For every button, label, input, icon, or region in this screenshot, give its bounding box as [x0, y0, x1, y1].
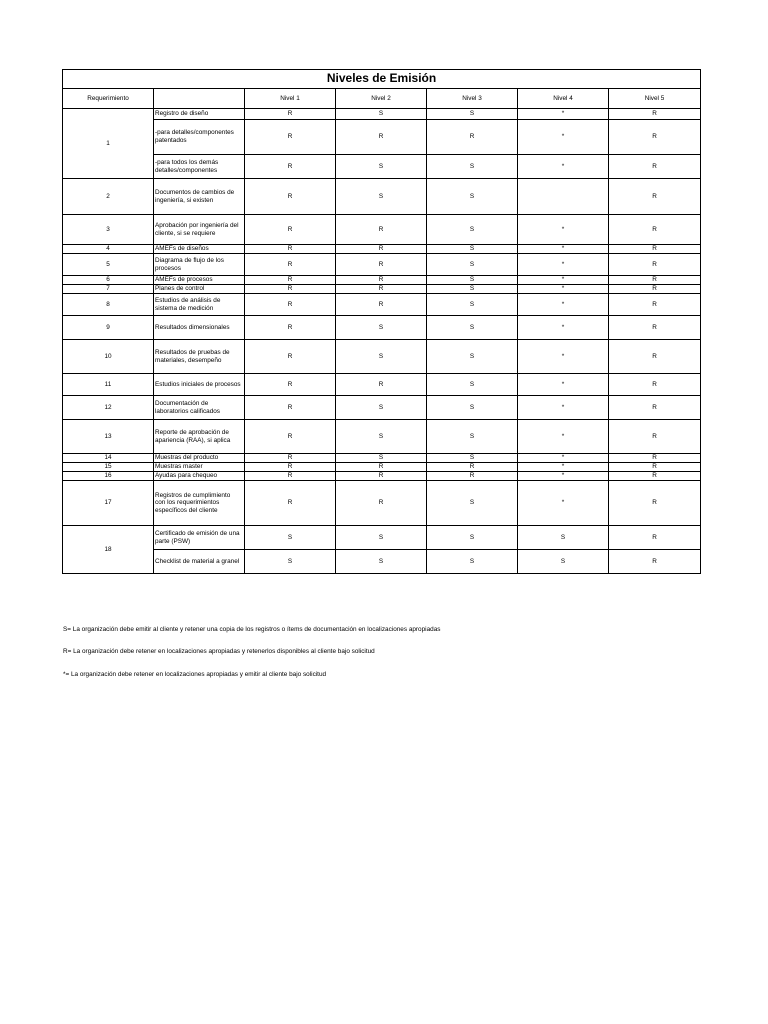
level-3-cell: R [427, 472, 518, 481]
level-1-cell: R [245, 215, 336, 245]
requirement-number: 2 [63, 179, 154, 215]
requirement-number: 6 [63, 276, 154, 285]
table-row [63, 340, 701, 374]
table-row [63, 215, 701, 245]
level-2-cell: R [336, 120, 427, 155]
header-row [63, 89, 701, 109]
level-2-cell: S [336, 420, 427, 454]
document-name: Aprobación por ingeniería del cliente, si se requiere [154, 215, 245, 245]
level-5-cell: R [609, 472, 701, 481]
requirement-number: 16 [63, 472, 154, 481]
level-5-cell: R [609, 526, 701, 550]
level-4-cell: * [518, 396, 609, 420]
level-3-cell: S [427, 109, 518, 120]
header-nivel-1: Nivel 1 [245, 89, 336, 109]
level-4-cell: * [518, 454, 609, 463]
header-nivel-2: Nivel 2 [336, 89, 427, 109]
level-1-cell: R [245, 155, 336, 179]
level-3-cell: S [427, 481, 518, 526]
level-3-cell: R [427, 120, 518, 155]
level-4-cell: * [518, 254, 609, 276]
level-1-cell: S [245, 526, 336, 550]
document-name: Estudios iniciales de procesos [154, 374, 245, 396]
header-nivel-3: Nivel 3 [427, 89, 518, 109]
level-2-cell: R [336, 254, 427, 276]
level-2-cell: S [336, 550, 427, 574]
document-name: Muestras master [154, 463, 245, 472]
document-name: Registro de diseño [154, 109, 245, 120]
requirement-number: 9 [63, 316, 154, 340]
requirement-number: 10 [63, 340, 154, 374]
emission-levels-table [62, 69, 701, 574]
level-2-cell: R [336, 276, 427, 285]
level-3-cell: S [427, 420, 518, 454]
table-row [63, 109, 701, 120]
level-1-cell: R [245, 481, 336, 526]
document-name: Reporte de aprobación de apariencia (RAA), si aplica [154, 420, 245, 454]
level-1-cell: R [245, 245, 336, 254]
requirement-number: 17 [63, 481, 154, 526]
table-row [63, 550, 701, 574]
level-1-cell: R [245, 276, 336, 285]
header-documento [154, 89, 245, 109]
document-name: Registros de cumplimiento con los requerimientos específicos del cliente [154, 481, 245, 526]
level-3-cell: S [427, 526, 518, 550]
level-3-cell: S [427, 179, 518, 215]
level-5-cell: R [609, 340, 701, 374]
level-3-cell: S [427, 550, 518, 574]
table-row [63, 316, 701, 340]
requirement-number: 18 [63, 526, 154, 574]
document-name: Documentos de cambios de ingeniería, si existen [154, 179, 245, 215]
table-row [63, 472, 701, 481]
requirement-number: 3 [63, 215, 154, 245]
table-row [63, 454, 701, 463]
table-row [63, 294, 701, 316]
level-3-cell: S [427, 340, 518, 374]
level-3-cell: S [427, 276, 518, 285]
document-name: AMEFs de diseños [154, 245, 245, 254]
level-1-cell: R [245, 420, 336, 454]
level-1-cell: R [245, 316, 336, 340]
table-row [63, 155, 701, 179]
table-row [63, 254, 701, 276]
level-4-cell: * [518, 245, 609, 254]
level-1-cell: R [245, 463, 336, 472]
document-name: Resultados dimensionales [154, 316, 245, 340]
level-3-cell: S [427, 396, 518, 420]
level-4-cell: * [518, 463, 609, 472]
level-2-cell: R [336, 285, 427, 294]
level-5-cell: R [609, 120, 701, 155]
table-row [63, 276, 701, 285]
level-5-cell: R [609, 215, 701, 245]
level-2-cell: R [336, 215, 427, 245]
requirement-number: 4 [63, 245, 154, 254]
level-2-cell: R [336, 294, 427, 316]
level-4-cell [518, 179, 609, 215]
document-name: Muestras del producto [154, 454, 245, 463]
level-4-cell: * [518, 420, 609, 454]
level-1-cell: R [245, 254, 336, 276]
level-4-cell: * [518, 276, 609, 285]
level-4-cell: * [518, 285, 609, 294]
level-5-cell: R [609, 155, 701, 179]
requirement-number: 8 [63, 294, 154, 316]
level-1-cell: R [245, 472, 336, 481]
table-row [63, 420, 701, 454]
level-4-cell: * [518, 374, 609, 396]
header-requerimiento: Requerimiento [63, 89, 154, 109]
level-4-cell: * [518, 109, 609, 120]
level-1-cell: R [245, 294, 336, 316]
requirement-number: 11 [63, 374, 154, 396]
level-5-cell: R [609, 374, 701, 396]
requirement-number: 12 [63, 396, 154, 420]
requirement-number: 15 [63, 463, 154, 472]
level-5-cell: R [609, 550, 701, 574]
level-4-cell: * [518, 316, 609, 340]
level-2-cell: S [336, 340, 427, 374]
level-5-cell: R [609, 454, 701, 463]
document-name: Diagrama de flujo de los procesos [154, 254, 245, 276]
table-row [63, 120, 701, 155]
level-4-cell: S [518, 550, 609, 574]
level-5-cell: R [609, 179, 701, 215]
level-5-cell: R [609, 285, 701, 294]
title-row [63, 70, 701, 89]
table-row [63, 396, 701, 420]
level-2-cell: R [336, 481, 427, 526]
requirement-number: 13 [63, 420, 154, 454]
level-2-cell: S [336, 396, 427, 420]
table-row [63, 481, 701, 526]
requirement-number: 1 [63, 109, 154, 179]
level-3-cell: S [427, 454, 518, 463]
level-4-cell: * [518, 120, 609, 155]
level-1-cell: R [245, 179, 336, 215]
table-row [63, 526, 701, 550]
level-3-cell: S [427, 254, 518, 276]
level-2-cell: S [336, 155, 427, 179]
level-3-cell: S [427, 374, 518, 396]
legend-note-s: S= La organización debe emitir al cliente y retener una copia de los registros o ítems de documentación en localizaciones apropiadas [63, 626, 441, 633]
level-3-cell: S [427, 285, 518, 294]
level-3-cell: S [427, 245, 518, 254]
level-5-cell: R [609, 481, 701, 526]
document-name: Resultados de pruebas de materiales, desempeño [154, 340, 245, 374]
level-5-cell: R [609, 276, 701, 285]
level-3-cell: S [427, 294, 518, 316]
level-5-cell: R [609, 245, 701, 254]
requirement-number: 5 [63, 254, 154, 276]
document-name: AMEFs de procesos [154, 276, 245, 285]
level-1-cell: R [245, 109, 336, 120]
level-1-cell: R [245, 454, 336, 463]
table-row [63, 285, 701, 294]
level-1-cell: R [245, 396, 336, 420]
document-name: -para detalles/componentes patentados [154, 120, 245, 155]
document-name: -para todos los demás detalles/componentes [154, 155, 245, 179]
legend-note-r: R= La organización debe retener en localizaciones apropiadas y retenerlos disponibles al cliente bajo solicitud [63, 648, 375, 655]
table-row [63, 463, 701, 472]
level-5-cell: R [609, 109, 701, 120]
level-4-cell: * [518, 155, 609, 179]
table-row [63, 179, 701, 215]
level-2-cell: S [336, 109, 427, 120]
level-4-cell: * [518, 215, 609, 245]
level-1-cell: S [245, 550, 336, 574]
level-1-cell: R [245, 340, 336, 374]
level-1-cell: R [245, 374, 336, 396]
document-name: Documentación de laboratorios calificados [154, 396, 245, 420]
level-2-cell: S [336, 179, 427, 215]
header-nivel-5: Nivel 5 [609, 89, 701, 109]
table-row [63, 245, 701, 254]
level-4-cell: S [518, 526, 609, 550]
header-nivel-4: Nivel 4 [518, 89, 609, 109]
level-3-cell: S [427, 215, 518, 245]
level-2-cell: R [336, 472, 427, 481]
table-title: Niveles de Emisión [63, 70, 701, 89]
level-1-cell: R [245, 285, 336, 294]
document-name: Certificado de emisión de una parte (PSW) [154, 526, 245, 550]
level-1-cell: R [245, 120, 336, 155]
level-5-cell: R [609, 396, 701, 420]
level-5-cell: R [609, 254, 701, 276]
level-5-cell: R [609, 420, 701, 454]
document-name: Checklist de material a granel [154, 550, 245, 574]
level-4-cell: * [518, 472, 609, 481]
table-row [63, 374, 701, 396]
level-2-cell: R [336, 463, 427, 472]
level-2-cell: S [336, 316, 427, 340]
level-4-cell: * [518, 294, 609, 316]
document-name: Ayudas para chequeo [154, 472, 245, 481]
requirement-number: 7 [63, 285, 154, 294]
level-5-cell: R [609, 294, 701, 316]
level-3-cell: S [427, 316, 518, 340]
level-2-cell: R [336, 245, 427, 254]
level-2-cell: S [336, 526, 427, 550]
level-4-cell: * [518, 340, 609, 374]
level-5-cell: R [609, 316, 701, 340]
document-name: Planes de control [154, 285, 245, 294]
legend-note-star: *= La organización debe retener en localizaciones apropiadas y emitir al cliente bajo solicitud [63, 671, 327, 678]
level-4-cell: * [518, 481, 609, 526]
requirement-number: 14 [63, 454, 154, 463]
document-name: Estudios de análisis de sistema de medición [154, 294, 245, 316]
level-2-cell: S [336, 454, 427, 463]
level-3-cell: R [427, 463, 518, 472]
level-5-cell: R [609, 463, 701, 472]
level-2-cell: R [336, 374, 427, 396]
level-3-cell: S [427, 155, 518, 179]
